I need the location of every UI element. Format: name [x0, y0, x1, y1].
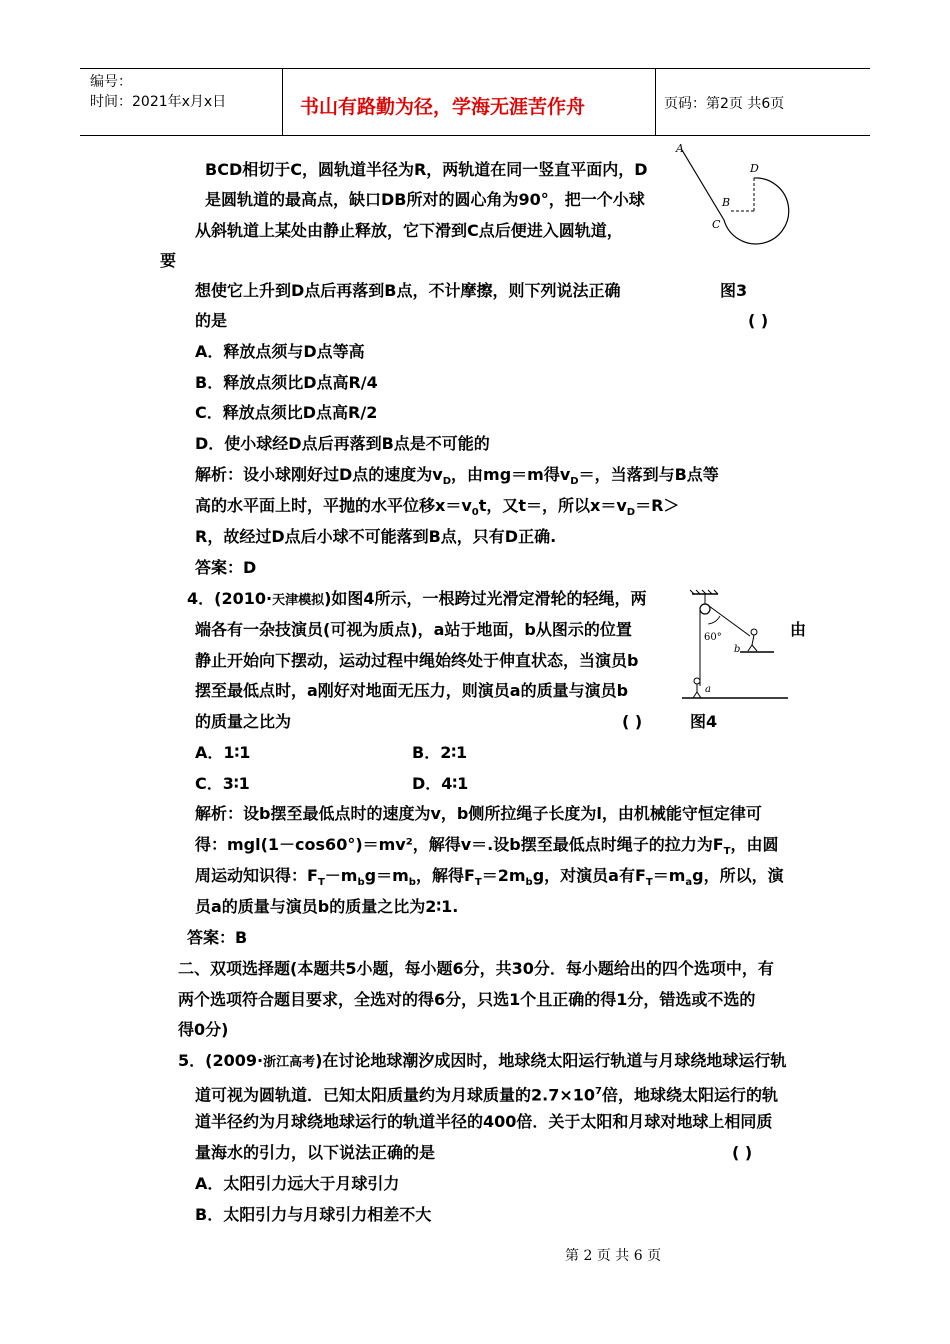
angle-label: 60° [704, 632, 722, 643]
label-d: D [750, 162, 759, 175]
q3-option-d: D．使小球经D点后再落到B点是不可能的 [195, 434, 490, 453]
q4-line-4: 摆至最低点时，a刚好对地面无压力，则演员a的质量与演员b [195, 681, 629, 700]
label-a: A [676, 142, 684, 155]
q4-line-2b: 由 [790, 620, 807, 639]
time-label: 时间：2021年x月x日 [90, 94, 227, 110]
q5-line-3: 道半径约为月球绕地球运行的轨道半径的400倍．关于太阳和月球对地球上相同质 [195, 1112, 773, 1131]
q4-line-3: 静止开始向下摆动，运动过程中绳始终处于伸直状态，当演员b [195, 651, 639, 670]
q4-option-a: A．1∶1 [195, 743, 251, 762]
q4-answer: 答案：B [187, 928, 248, 947]
performer-b [751, 629, 757, 635]
q4-answer-bracket: ( ) [622, 712, 643, 731]
q4-solution-line-4: 员a的质量与演员b的质量之比为2∶1. [195, 897, 459, 916]
q4-solution-line-1: 解析：设b摆至最低点时的速度为v，b侧所拉绳子长度为l，由机械能守恒定律可 [195, 804, 762, 823]
q4-option-b: B．2∶1 [412, 743, 468, 762]
figure-4-diagram [678, 588, 790, 703]
q3-option-c: C．释放点须比D点高R/2 [195, 403, 378, 422]
figure-3-caption: 图3 [720, 281, 748, 300]
q3-line-2: 是圆轨道的最高点，缺口DB所对的圆心角为90°，把一个小球 [205, 190, 645, 209]
pulley [700, 604, 710, 614]
figure-3-diagram [672, 140, 797, 245]
q3-line-3: 从斜轨道上某处由静止释放，它下滑到C点后便进入圆轨道， [195, 221, 623, 240]
label-b: B [722, 196, 731, 209]
q4-solution-line-3: 周运动知识得：$F_T-m_bg=m_b$，解得$F_T=2m_bg$，对演员a有$F_T=m_ag$，所以，演 [195, 866, 784, 889]
q3-solution-line-2: 高的水平面上时，平抛的水平位移$x=v_0t$，又t＝，所以$x=v_D=R>$ [195, 496, 680, 519]
q3-solution-line-1: 解析：设小球刚好过D点的速度为$v_D$，由mg＝m得$v_D=$，当落到与B点等 [195, 465, 719, 488]
label-c: C [712, 218, 721, 231]
code-label: 编号： [90, 74, 132, 90]
figure-4-caption: 图4 [690, 712, 718, 731]
q4-line-1: 4．(2010·天津模拟)如图4所示，一根跨过光滑定滑轮的轻绳，两 [187, 589, 647, 608]
q3-line-1: BCD相切于C，圆轨道半径为R，两轨道在同一竖直平面内，D [205, 160, 648, 179]
q5-line-4: 量海水的引力，以下说法正确的是 [195, 1143, 436, 1162]
q5-option-a: A．太阳引力远大于月球引力 [195, 1174, 400, 1193]
page-info: 页码：第2页 共6页 [664, 96, 785, 112]
q3-option-b: B．释放点须比D点高R/4 [195, 373, 378, 392]
q3-line-3b: 要 [160, 251, 177, 270]
q4-option-c: C．3∶1 [195, 774, 250, 793]
q3-answer-bracket: ( ) [748, 311, 769, 330]
q3-option-a: A．释放点须与D点等高 [195, 342, 365, 361]
sec2-line-1: 二、双项选择题(本题共5小题，每小题6分，共30分．每小题给出的四个选项中，有 [178, 959, 774, 978]
q3-answer: 答案：D [195, 558, 257, 577]
incline-track [682, 150, 724, 220]
sec2-line-2: 两个选项符合题目要求，全选对的得6分，只选1个且正确的得1分，错选或不选的 [178, 990, 756, 1009]
q3-solution-line-3: R，故经过D点后小球不可能落到B点，只有D正确. [195, 527, 557, 546]
performer-a [694, 678, 700, 684]
label-b: b [734, 644, 741, 655]
q3-line-4: 想使它上升到D点后再落到B点，不计摩擦，则下列说法正确 [195, 281, 621, 300]
motto: 书山有路勤为径，学海无涯苦作舟 [300, 96, 586, 118]
page-footer: 第 2 页 共 6 页 [565, 1248, 662, 1264]
sec2-line-3: 得0分) [178, 1020, 229, 1039]
q4-option-d: D．4∶1 [412, 774, 469, 793]
label-a: a [705, 684, 711, 695]
q5-line-1: 5．(2009·浙江高考)在讨论地球潮汐成因时，地球绕太阳运行轨道与月球绕地球运行轨 [178, 1051, 787, 1070]
q4-solution-line-2: 得：mgl(1－cos60°)＝mv²，解得v＝.设b摆至最低点时绳子的拉力为$F_T$，由圆 [195, 835, 779, 858]
q5-option-b: B．太阳引力与月球引力相差不大 [195, 1205, 432, 1224]
q4-line-5: 的质量之比为 [195, 712, 292, 731]
q4-line-2: 端各有一杂技演员(可视为质点)，a站于地面，b从图示的位置 [195, 620, 632, 639]
q5-answer-bracket: ( ) [732, 1143, 753, 1162]
q3-line-5: 的是 [195, 311, 228, 330]
q5-line-2: 道可视为圆轨道．已知太阳质量约为月球质量的$2.7\times 10^7$倍，地球绕太阳运行的轨 [195, 1085, 779, 1105]
